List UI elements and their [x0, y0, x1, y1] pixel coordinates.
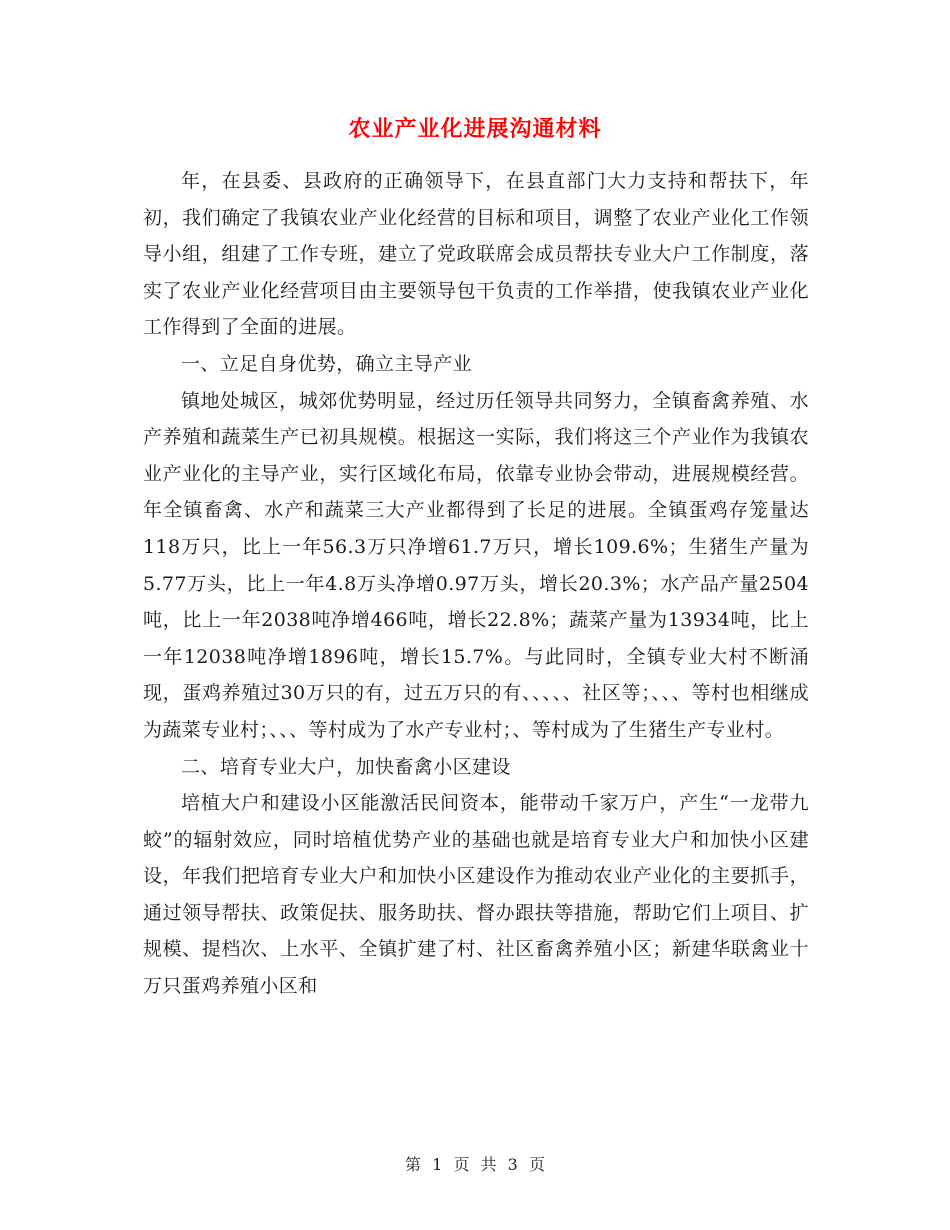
section-heading-2: 二、培育专业大户，加快畜禽小区建设 — [181, 755, 511, 778]
page-footer — [0, 1152, 950, 1175]
paragraph-section-2: 培植大户和建设小区能激活民间资本，能带动千家万户，产生“一龙带九蛟”的辐射效应，同时培植优势产业的基础也就是培育专业大户和加快小区建设，年我们把培育专业大户和加快小区建设作为推动农业产业化的主要抓手，通过领导帮扶、政策促扶、服务助扶、督办跟扶等措施，帮助它们上项目、扩规模、提档次、上水平、全镇扩建了村、社区畜禽养殖小区；新建华联禽业十万只蛋鸡养殖小区和 — [143, 792, 809, 998]
footer-label-di: 第 — [405, 1155, 422, 1174]
section-heading-1: 一、立足自身优势，确立主导产业 — [181, 352, 473, 375]
paragraph-section-1: 镇地处城区，城郊优势明显，经过历任领导共同努力，全镇畜禽养殖、水产养殖和蔬菜生产已初具规模。根据这一实际，我们将这三个产业作为我镇农业产业化的主导产业，实行区域化布局，依靠专业协会带动，进展规模经营。年全镇畜禽、水产和蔬菜三大产业都得到了长足的进展。全镇蛋鸡存笼量达118万只，比上一年56.3万只净增61.7万只，增长109.6%；生猪生产量为5.77万头，比上一年4.8万头净增0.97万头，增长20.3%；水产品产量2504吨，比上一年2038吨净增466吨，增长22.8%；蔬菜产量为13934吨，比上一年12038吨净增1896吨，增长15.7%。与此同时，全镇专业大村不断涌现，蛋鸡养殖过30万只的有，过五万只的有、、、、、社区等；、、、等村也相继成为蔬菜专业村；、、、等村成为了水产专业村；、等村成为了生猪生产专业村。 — [143, 389, 809, 741]
footer-total-pages: 3 — [507, 1155, 518, 1174]
footer-label-gong: 共 — [480, 1155, 497, 1174]
footer-label-ye: 页 — [453, 1155, 470, 1174]
document-body — [143, 163, 809, 1005]
document-title: 农业产业化进展沟通材料 — [348, 116, 602, 142]
footer-current-page: 1 — [432, 1155, 443, 1174]
footer-label-ye-2: 页 — [528, 1155, 545, 1174]
paragraph-intro: 年，在县委、县政府的正确领导下，在县直部门大力支持和帮扶下，年初，我们确定了我镇农业产业化经营的目标和项目，调整了农业产业化工作领导小组，组建了工作专班，建立了党政联席会成员帮扶专业大户工作制度，落实了农业产业化经营项目由主要领导包干负责的工作举措，使我镇农业产业化工作得到了全面的进展。 — [143, 170, 809, 339]
